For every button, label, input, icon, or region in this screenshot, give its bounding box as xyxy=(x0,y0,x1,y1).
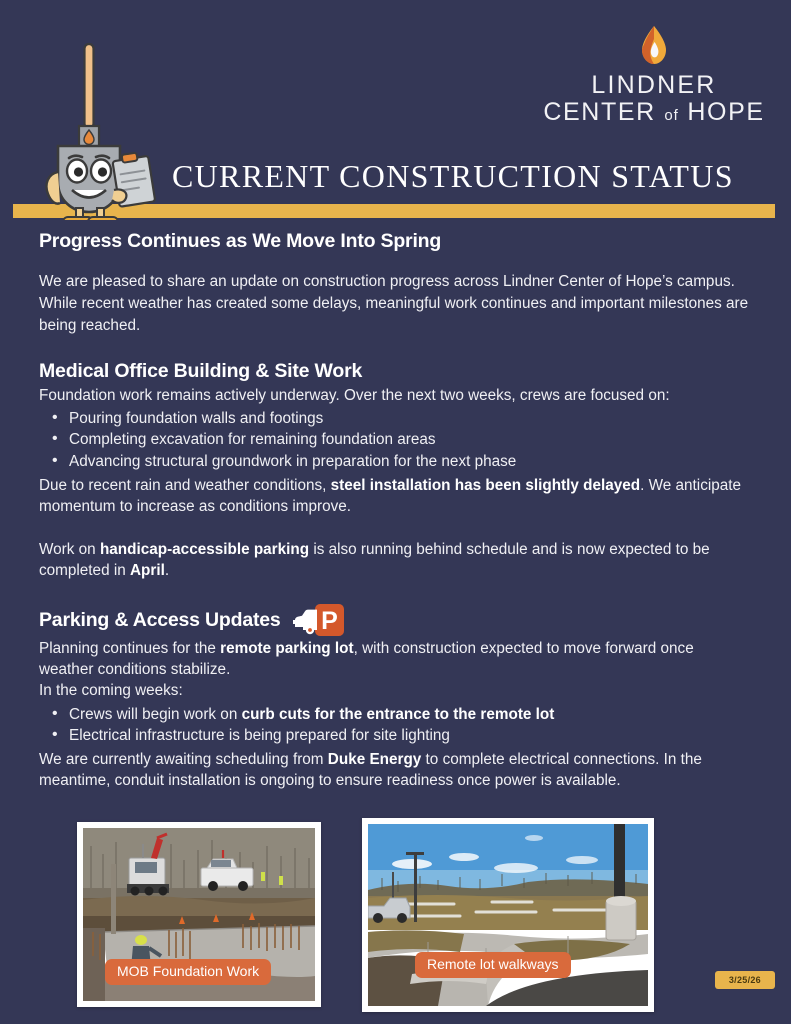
flame-droplet-icon xyxy=(641,26,667,64)
photo-gallery xyxy=(0,818,791,1013)
brand-hope: HOPE xyxy=(687,98,765,127)
planning-pre: Planning continues for the xyxy=(39,640,221,658)
parking-heading: Parking & Access Updates xyxy=(39,608,281,631)
shovel-mascot-icon xyxy=(36,42,164,220)
parking-heading-row xyxy=(39,603,751,637)
photo-frame-right xyxy=(362,818,654,1012)
mob-intro: Foundation work remains actively underway. Over the next two weeks, crews are focused on: xyxy=(39,386,670,404)
bullet-pre: Crews will begin work on xyxy=(69,705,242,723)
intro-heading: Progress Continues as We Move Into Spring xyxy=(39,230,442,252)
bullet-pre: Electrical infrastructure is being prepared for site lighting xyxy=(69,727,450,745)
brand-logo xyxy=(539,26,769,127)
delay-post: . We anticipate momentum to increase as conditions improve. xyxy=(39,476,742,515)
duke-bold: Duke Energy xyxy=(327,750,422,768)
handicap-month: April xyxy=(129,562,165,580)
brand-center: CENTER xyxy=(543,98,656,127)
page-title: CURRENT CONSTRUCTION STATUS xyxy=(172,158,734,194)
handicap-pre: Work on xyxy=(39,541,100,558)
bullet-bold: curb cuts for the entrance to the remote lot xyxy=(241,705,555,723)
mob-handicap-paragraph xyxy=(39,539,751,581)
duke-energy-paragraph xyxy=(39,749,751,791)
duke-post: to complete electrical connections. In the meantime, conduit installation is ongoing to ensure readiness once power is available. xyxy=(39,750,702,790)
brand-line-1: LINDNER xyxy=(591,71,717,99)
handicap-bold: handicap-accessible parking xyxy=(99,541,310,558)
intro-paragraph: We are pleased to share an update on construction progress across Lindner Center of Hope’s campus. While recent weather has created some delays, meaningful work continues and important milestones are being reached. xyxy=(39,273,749,335)
planning-bold: remote parking lot xyxy=(220,640,354,658)
delay-bold: steel installation has been slightly delayed xyxy=(330,476,641,494)
mob-delay-paragraph xyxy=(39,475,751,517)
date-stamp-badge: 3/25/26 xyxy=(715,971,775,989)
photo-caption-right: Remote lot walkways xyxy=(415,952,571,978)
mob-heading: Medical Office Building & Site Work xyxy=(39,359,363,382)
mob-bullet-list xyxy=(39,408,751,473)
photo-frame-left xyxy=(77,822,321,1007)
main-content xyxy=(39,230,751,791)
handicap-post: . xyxy=(164,562,170,580)
handicap-mid: is also running behind schedule and is now expected to be completed in xyxy=(39,541,710,580)
parking-car-icon xyxy=(293,603,345,637)
list-item xyxy=(39,725,751,747)
page-header xyxy=(0,0,791,215)
duke-pre: We are currently awaiting scheduling from xyxy=(39,750,328,768)
brand-line-2 xyxy=(539,98,769,127)
svg-text:P: P xyxy=(320,607,338,636)
planning-post: , with construction expected to move forward once weather conditions stabilize. xyxy=(39,640,694,679)
list-item xyxy=(39,704,751,726)
brand-of: of xyxy=(664,107,679,125)
list-item: • Completing excavation for remaining foundation areas xyxy=(39,429,751,451)
list-item: • Advancing structural groundwork in preparation for the next phase xyxy=(39,451,751,473)
parking-bullet-list xyxy=(39,704,751,747)
photo-caption-left: MOB Foundation Work xyxy=(105,959,271,985)
list-item: • Pouring foundation walls and footings xyxy=(39,408,751,430)
remote-parking-lot-photo xyxy=(368,824,648,1006)
construction-foundation-photo xyxy=(83,828,315,1001)
parking-planning-paragraph xyxy=(39,638,751,680)
coming-weeks-label: In the coming weeks: xyxy=(39,682,183,700)
delay-pre: Due to recent rain and weather conditions, xyxy=(39,476,331,494)
